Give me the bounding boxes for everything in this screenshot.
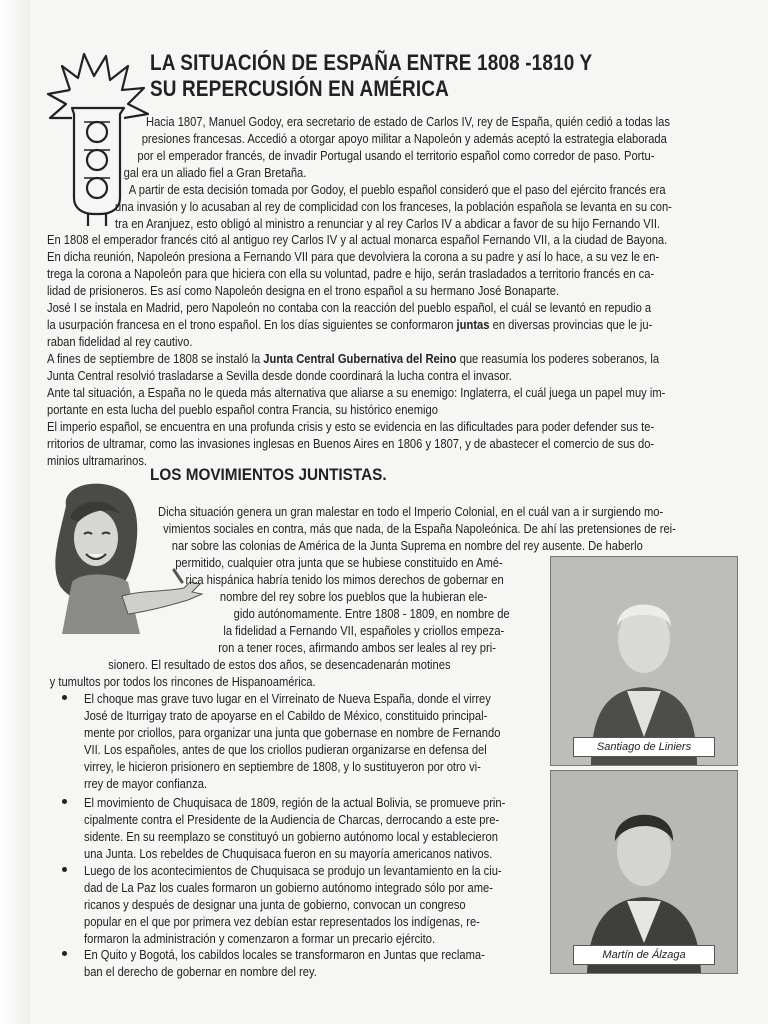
text-fragment: que reasumía los poderes soberanos, la [456,351,660,366]
text-line: una Junta. Los rebeldes de Chuquisaca fueron en su mayoría americanos nativos. [84,846,493,861]
portrait-caption: Santiago de Liniers [573,737,715,757]
list-item-text [84,690,500,792]
bullet-icon [62,867,67,872]
text-line: En 1808 el emperador francés citó al antiguo rey Carlos IV y al actual monarca español Fernando VII, a la ciudad de Bayona. [47,232,668,247]
list-item-text [84,794,505,862]
text-line: popular en el que por primera vez debían estar representados los indígenas, re- [84,914,480,929]
text-line: José de Iturrigay trato de apoyarse en el Cabildo de México, constituido principal- [84,708,488,723]
text-line: El choque mas grave tuvo lugar en el Virreinato de Nueva España, donde el virrey [84,691,491,706]
section-title: LOS MOVIMIENTOS JUNTISTAS. [150,465,387,484]
portrait-alzaga [550,770,738,974]
text-fragment: la usurpación francesa en el trono español. En los días siguientes se conformaron [47,317,457,332]
text-line: cipalmente contra el Presidente de la Audiencia de Charcas, derrocando a este pre- [84,812,500,827]
text-line: gal era un aliado fiel a Gran Bretaña. [123,165,307,180]
text-line: VII. Los españoles, antes de que los criollos pudieran organizarse en defensa del [84,742,487,757]
text-line-junta-central [47,350,667,367]
text-fragment: A fines de septiembre de 1808 se instaló la [47,351,264,366]
portrait-liniers [550,556,738,766]
text-line: rica hispánica habría tenido los mimos derechos de gobernar en [185,572,504,587]
text-line: nar sobre las colonias de América de la Junta Suprema en nombre del rey ausente. De haberlo [171,538,643,553]
body-block-1 [47,231,667,469]
text-line: lidad de prisioneros. Es así como Napoleón designa en el trono español a su hermano José Bonaparte. [47,283,560,298]
bullet-icon [62,695,67,700]
text-line: la fidelidad a Fernando VII, españoles y criollos empeza- [223,623,505,638]
text-line: ricanos y después de designar una junta de gobierno, convocan un congreso [84,897,466,912]
text-line: Junta Central resolvió trasladarse a Sevilla desde donde coordinará la lucha contra el invasor. [47,368,512,383]
title-line-2: SU REPERCUSIÓN EN AMÉRICA [150,76,449,101]
text-line: tra en Aranjuez, esto obligó al ministro a renunciar y al rey Carlos IV a abdicar a favor de su hijo Fernando VII. [115,216,661,231]
list-item-text [84,946,485,980]
text-line: El imperio español, se encuentra en una profunda crisis y esto se evidencia en las dificultades para poder defender sus te- [47,419,655,434]
portrait-alzaga-image [551,771,737,973]
text-fragment: en diversas provincias que le ju- [489,317,653,332]
text-line: dad de La Paz los cuales formaron un gobierno autónomo integrado sólo por ame- [84,880,493,895]
text-line: formaron la administración y comenzaron a formar un precario ejército. [84,931,436,946]
text-line: Hacia 1807, Manuel Godoy, era secretario de estado de Carlos IV, rey de España, quién cedió a todas las [146,114,670,129]
page-title [150,50,657,102]
bold-term-junta-central: Junta Central Gubernativa del Reino [263,351,457,366]
text-line: sidente. En su reemplazo se constituyó un gobierno autónomo local y establecieron [84,829,498,844]
text-line: minios ultramarinos. [47,453,148,468]
text-line: sionero. El resultado de estos dos años, se desencadenarán motines [108,657,451,672]
text-line: José I se instala en Madrid, pero Napoleón no contaba con la reacción del pueblo español, el cuál se levantó en repudio a [47,300,652,315]
list-item-text [84,862,502,947]
text-line: Ante tal situación, a España no le queda más alternativa que aliarse a su enemigo: Inglaterra, el cuál juega un papel muy im- [47,385,666,400]
text-line: En Quito y Bogotá, los cabildos locales se transformaron en Juntas que reclama- [84,947,485,962]
text-line: A partir de esta decisión tomada por Godoy, el pueblo español consideró que el paso del ejército francés era [128,182,666,197]
text-line: raban fidelidad al rey cautivo. [47,334,193,349]
text-line: una invasión y lo acusaban al rey de complicidad con los franceses, la población española se levanta en su con- [115,199,672,214]
text-line: rrey de mayor confianza. [84,776,208,791]
text-line: En dicha reunión, Napoleón presiona a Fernando VII para que devolviera la corona a su padre y así lo hace, a su vez le en- [47,249,660,264]
text-line: ron a tener roces, afirmando ambos ser leales al rey pri- [218,640,496,655]
text-line: mente por criollos, para organizar una junta que gobernase en nombre de Fernando [84,725,501,740]
text-line: gido autónomamente. Entre 1808 - 1809, en nombre de [233,606,510,621]
text-line: El movimiento de Chuquisaca de 1809, región de la actual Bolivia, se promueve prin- [84,795,506,810]
text-line: por el emperador francés, de invadir Portugal usando el territorio español como corredor de paso. Portu- [137,148,655,163]
bullet-icon [62,799,67,804]
title-line-1: LA SITUACIÓN DE ESPAÑA ENTRE 1808 -1810 Y [150,50,593,75]
text-line: permitido, cualquier otra junta que se hubiese constituido en Amé- [175,555,503,570]
text-line: Luego de los acontecimientos de Chuquisaca se produjo un levantamiento en la ciu- [84,863,502,878]
text-line: vimientos sociales en contra, más que nada, de la España Napoleónica. De ahí las pretensiones de rei- [163,521,676,536]
text-line: trega la corona a Napoleón para que hiciera con ella su voluntad, padre e hijo, serán trasladados a territorio francés en ca- [47,266,655,281]
text-line: virrey, le hicieron prisionero en septiembre de 1808, y lo sustituyeron por otro vi- [84,759,481,774]
scan-edge [0,0,30,1024]
portrait-caption: Martín de Álzaga [573,945,715,965]
text-line: ban el derecho de gobernar en nombre del rey. [84,964,317,979]
intro-block-1 [115,113,672,232]
portrait-liniers-image [551,557,737,765]
text-line-juntas [47,316,667,333]
text-line: y tumultos por todos los rincones de Hispanoamérica. [49,674,316,689]
bullet-icon [62,951,67,956]
text-line: presiones francesas. Accedió a otorgar apoyo militar a Napoleón y además aceptó la estrategia elaborada [141,131,667,146]
text-line: rritorios de ultramar, como las invasiones inglesas en Buenos Aires en 1806 y 1807, y de abastecer el comercio de sus do- [47,436,655,451]
bold-term-juntas: juntas [456,317,490,332]
text-line: portante en esta lucha del pueblo español contra Francia, su histórico enemigo [47,402,438,417]
text-line: nombre del rey sobre los pueblos que la hubieran ele- [219,589,488,604]
text-line: Dicha situación genera un gran malestar en todo el Imperio Colonial, en el cuál van a ir surgiendo mo- [158,504,664,519]
